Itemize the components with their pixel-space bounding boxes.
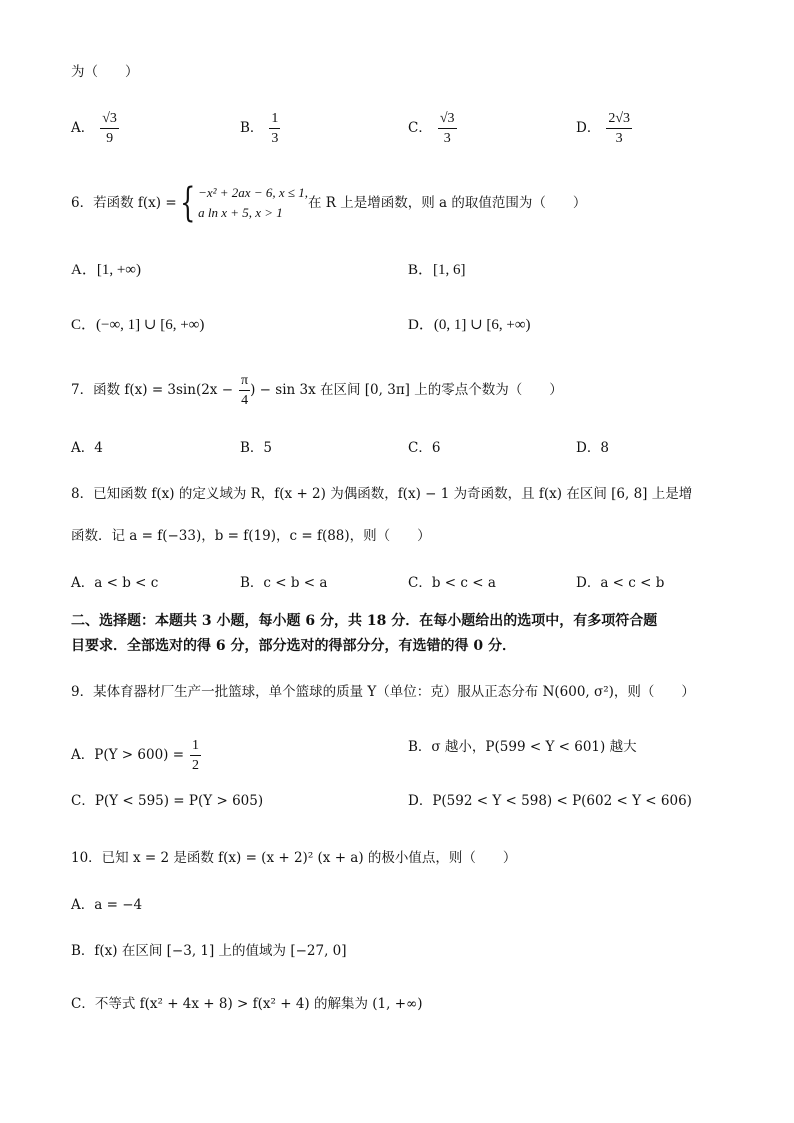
option-text: [1, 6] [433, 262, 466, 278]
piecewise-cases [198, 183, 308, 223]
option-label: D． [576, 120, 601, 136]
fraction [269, 110, 280, 147]
section-heading-line1: 二、选择题：本题共 3 小题，每小题 6 分，共 18 分．在每小题给出的选项中，有多项符合题 [71, 613, 658, 629]
option-label: A． [71, 440, 95, 456]
option-text: a < b < c [94, 575, 159, 591]
q5-option-c [408, 110, 457, 147]
q6-stem [71, 180, 587, 226]
option-text: P(Y > 600) = [94, 747, 185, 763]
option-label: A． [71, 575, 95, 591]
option-text: a < c < b [600, 575, 665, 591]
q10-stem: 10．已知 x = 2 是函数 f(x) = (x + 2)² (x + a) 的极小值点，则（ ） [71, 850, 517, 866]
case-1: −x² + 2ax − 6, x ≤ 1, [198, 185, 309, 200]
fraction [239, 372, 250, 409]
option-label: D． [576, 575, 601, 591]
q9-option-c: C．P(Y < 595) = P(Y > 605) [71, 793, 264, 809]
option-label: C． [71, 317, 97, 333]
q7-option-a [71, 438, 103, 458]
q10-option-b: B．f(x) 在区间 [−3, 1] 上的值域为 [−27, 0] [71, 943, 347, 959]
q6-suffix: 在 R 上是增函数，则 a 的取值范围为（ ） [308, 195, 587, 211]
q6-option-b [408, 260, 466, 280]
q8-option-c [408, 573, 496, 593]
q6-option-a [71, 260, 141, 280]
option-label: D． [576, 440, 601, 456]
q9-option-d: D．P(592 < Y < 598) < P(602 < Y < 606) [408, 793, 692, 809]
q8-option-b [240, 573, 327, 593]
fraction [100, 110, 119, 147]
q5-option-a [71, 110, 119, 147]
option-label: C． [408, 440, 432, 456]
option-text: (0, 1] ∪ [6, +∞) [433, 317, 531, 333]
q10-option-c: C．不等式 f(x² + 4x + 8) > f(x² + 4) 的解集为 (1, +∞) [71, 996, 423, 1012]
option-label: D． [408, 317, 434, 333]
q8-stem-line1: 8．已知函数 f(x) 的定义域为 R，f(x + 2) 为偶函数，f(x) − 1 为奇函数，且 f(x) 在区间 [6, 8] 上是增 [71, 486, 693, 502]
q7-stem [71, 372, 563, 409]
q8-option-a [71, 573, 158, 593]
q9-option-a [71, 737, 201, 774]
option-text: [1, +∞) [96, 262, 141, 278]
denominator: 4 [241, 393, 249, 408]
case-2: a ln x + 5, x > 1 [198, 205, 283, 220]
option-label: B． [240, 575, 264, 591]
numerator: 1 [269, 110, 280, 129]
fraction [438, 110, 457, 147]
option-label: A． [71, 747, 95, 763]
option-text: 5 [263, 440, 273, 456]
q9-stem: 9．某体育器材厂生产一批篮球，单个篮球的质量 Y（单位：克）服从正态分布 N(600, σ²)，则（ ） [71, 684, 695, 700]
q7-option-b [240, 438, 272, 458]
q8-stem-line2: 函数．记 a = f(−33)，b = f(19)，c = f(88)，则（ ） [71, 528, 431, 544]
option-label: B． [240, 440, 264, 456]
option-label: C． [408, 120, 432, 136]
q7-suffix: ) − sin 3x 在区间 [0, 3π] 上的零点个数为（ ） [250, 382, 563, 398]
q6-option-d [408, 315, 531, 335]
q6-prefix: 6．若函数 f(x) = [71, 195, 177, 211]
denominator: 3 [271, 131, 279, 146]
option-label: A． [71, 120, 95, 136]
denominator: 3 [615, 131, 623, 146]
q5-option-b [240, 110, 280, 147]
section-heading-line2: 目要求．全部选对的得 6 分，部分选对的得部分分，有选错的得 0 分． [71, 638, 516, 654]
q5-option-d [576, 110, 632, 147]
option-label: B． [240, 120, 264, 136]
denominator: 3 [443, 131, 451, 146]
piecewise-definition [71, 180, 587, 226]
denominator: 9 [106, 131, 114, 146]
numerator: 2√3 [606, 110, 632, 129]
q9-option-b: B．σ 越小，P(599 < Y < 601) 越大 [408, 739, 637, 755]
option-text: c < b < a [263, 575, 328, 591]
option-text: 6 [431, 440, 441, 456]
q7-option-c [408, 438, 440, 458]
denominator: 2 [192, 758, 200, 773]
option-label: C． [408, 575, 432, 591]
q6-option-c [71, 315, 204, 335]
q8-option-d [576, 573, 664, 593]
option-text: b < c < a [431, 575, 496, 591]
option-text: 4 [94, 440, 103, 456]
left-brace: { [179, 180, 196, 226]
option-text: 8 [600, 440, 609, 456]
option-label: A． [71, 262, 97, 278]
q7-prefix: 7．函数 f(x) = 3sin(2x − [71, 382, 234, 398]
q5-stem-tail: 为（ ） [71, 64, 139, 80]
numerator: 1 [190, 737, 201, 756]
numerator: √3 [438, 110, 457, 129]
fraction [190, 737, 201, 774]
fraction [606, 110, 632, 147]
option-label: B． [408, 262, 434, 278]
q10-option-a: A．a = −4 [71, 897, 143, 913]
numerator: √3 [100, 110, 119, 129]
q7-option-d [576, 438, 609, 458]
numerator: π [239, 372, 250, 391]
option-text: (−∞, 1] ∪ [6, +∞) [96, 317, 205, 333]
